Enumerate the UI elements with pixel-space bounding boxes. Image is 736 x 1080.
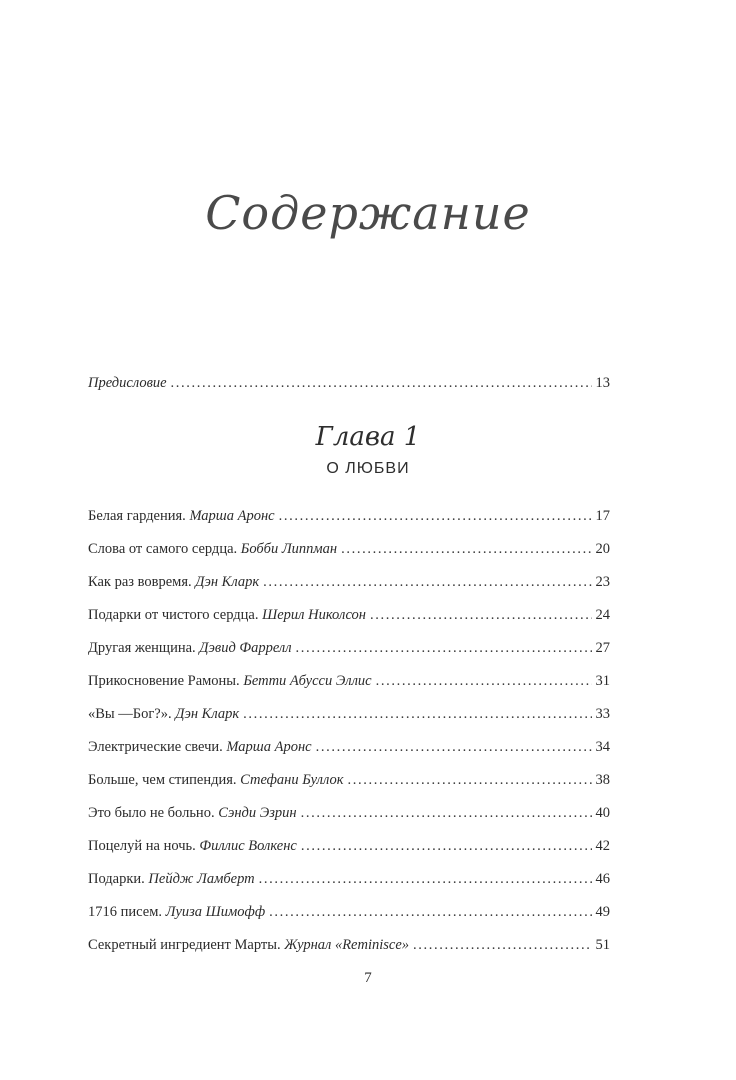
dot-leader xyxy=(341,540,591,558)
toc-entry[interactable] xyxy=(88,672,610,690)
toc-page-number: 40 xyxy=(595,805,610,821)
toc-entry-title: Поцелуй на ночь. xyxy=(88,838,196,854)
chapter-label: Глава 1 xyxy=(315,422,421,452)
toc-page-number: 24 xyxy=(595,607,610,623)
dot-leader xyxy=(347,771,591,789)
toc-entry-title: Электрические свечи. xyxy=(88,739,223,755)
chapter-name: О ЛЮБВИ xyxy=(326,460,410,477)
toc-page-number: 51 xyxy=(595,937,610,953)
toc-entry[interactable] xyxy=(88,870,610,888)
toc-entry-author: Стефани Буллок xyxy=(240,772,344,788)
toc-entry-title: Белая гардения. xyxy=(88,508,186,524)
toc-entry-title: Предисловие xyxy=(88,375,167,391)
toc-entry[interactable] xyxy=(88,771,610,789)
toc-page-number: 31 xyxy=(595,673,610,689)
toc-entry-author: Дэн Кларк xyxy=(195,574,260,590)
toc-entry[interactable] xyxy=(88,738,610,756)
toc-entry-title: Секретный ингредиент Марты. xyxy=(88,937,281,953)
toc-entry-author: Луиза Шимофф xyxy=(165,904,266,920)
toc-entry-title: Подарки. xyxy=(88,871,145,887)
toc-page-number: 49 xyxy=(595,904,610,920)
toc-entry-author: Дэн Кларк xyxy=(175,706,240,722)
toc-page-number: 27 xyxy=(595,640,610,656)
toc-entry-title: Как раз вовремя. xyxy=(88,574,192,590)
toc-entry-title: Больше, чем стипендия. xyxy=(88,772,237,788)
toc-entry-title: Это было не больно. xyxy=(88,805,215,821)
toc-entry-title: Другая женщина. xyxy=(88,640,196,656)
toc-entry[interactable] xyxy=(88,804,610,822)
toc-entry-title: «Вы —Бог?». xyxy=(88,706,172,722)
dot-leader xyxy=(370,606,592,624)
toc-page-number: 42 xyxy=(595,838,610,854)
page-title: Содержание xyxy=(205,186,531,240)
toc-entry-author: Шерил Николсон xyxy=(262,607,366,623)
dot-leader xyxy=(301,804,592,822)
dot-leader xyxy=(301,837,592,855)
toc-page-number: 13 xyxy=(595,375,610,391)
dot-leader xyxy=(171,374,592,392)
dot-leader xyxy=(259,870,592,888)
toc-page-number: 33 xyxy=(595,706,610,722)
toc-entry-preface[interactable] xyxy=(88,374,610,392)
dot-leader xyxy=(269,903,591,921)
toc-entry[interactable] xyxy=(88,573,610,591)
toc-entry-author: Бетти Абусси Эллис xyxy=(243,673,372,689)
toc-entry-title: Слова от самого сердца. xyxy=(88,541,238,557)
toc-entry-author: Бобби Липпман xyxy=(240,541,338,557)
toc-entry[interactable] xyxy=(88,903,610,921)
toc-entry-author: Марша Аронс xyxy=(189,508,275,524)
toc-entry-author: Филлис Волкенс xyxy=(199,838,297,854)
toc-entry-title: Подарки от чистого сердца. xyxy=(88,607,259,623)
dot-leader xyxy=(263,573,591,591)
page-number: 7 xyxy=(364,970,372,986)
toc-entry[interactable] xyxy=(88,837,610,855)
toc-entry-title: Прикосновение Рамоны. xyxy=(88,673,240,689)
toc-entry-author: Журнал «Reminisce» xyxy=(284,937,410,953)
toc-entry-title: 1716 писем. xyxy=(88,904,162,920)
toc-entry-author: Дэвид Фаррелл xyxy=(199,640,292,656)
dot-leader xyxy=(279,507,592,525)
toc-page-number: 46 xyxy=(595,871,610,887)
dot-leader xyxy=(316,738,592,756)
toc-page-number: 23 xyxy=(595,574,610,590)
toc-entry-author: Марша Аронс xyxy=(226,739,312,755)
toc-entry[interactable] xyxy=(88,507,610,525)
toc-page-number: 34 xyxy=(595,739,610,755)
toc-page-number: 20 xyxy=(595,541,610,557)
toc-entry-author: Сэнди Эзрин xyxy=(218,805,297,821)
dot-leader xyxy=(296,639,592,657)
toc-entry[interactable] xyxy=(88,639,610,657)
toc-entry[interactable] xyxy=(88,540,610,558)
dot-leader xyxy=(376,672,592,690)
toc-entry[interactable] xyxy=(88,705,610,723)
toc-page-number: 38 xyxy=(595,772,610,788)
toc-page-number: 17 xyxy=(595,508,610,524)
toc-entry[interactable] xyxy=(88,936,610,954)
dot-leader xyxy=(413,936,591,954)
toc-entry-author: Пейдж Ламберт xyxy=(148,871,255,887)
dot-leader xyxy=(243,705,591,723)
toc-entry[interactable] xyxy=(88,606,610,624)
